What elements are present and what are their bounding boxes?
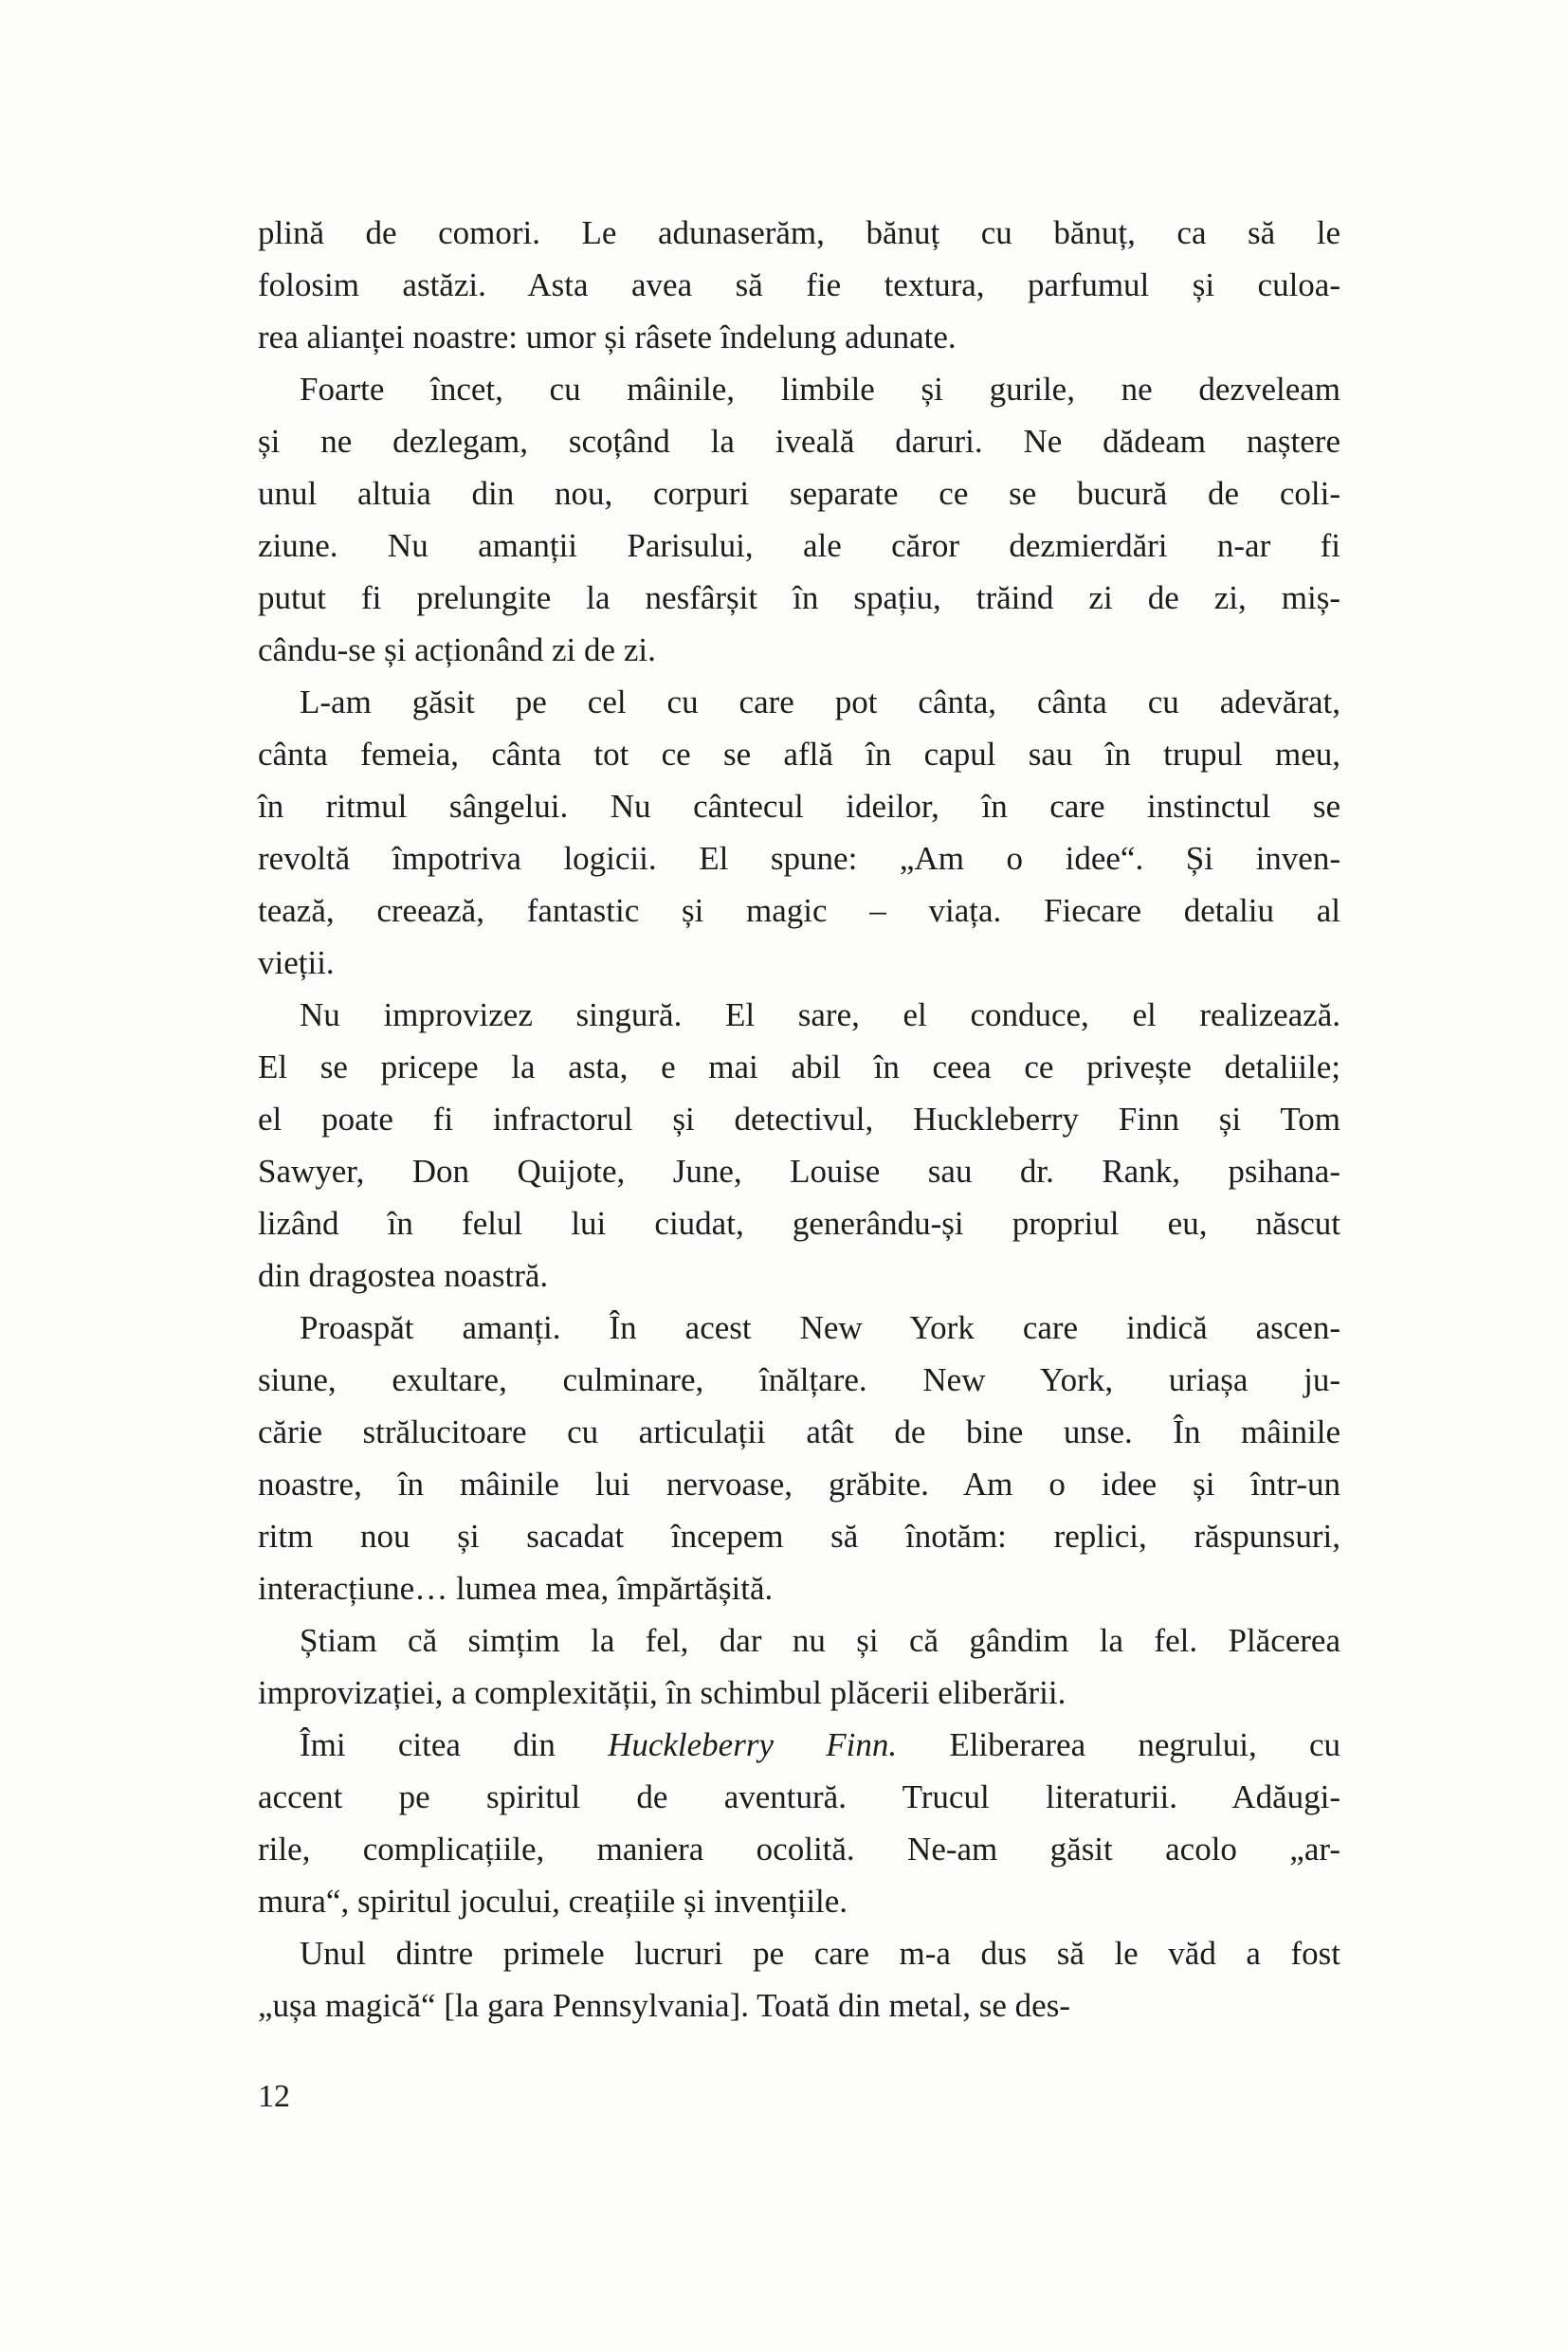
text-line bbox=[258, 624, 1340, 676]
text-line bbox=[258, 1354, 1340, 1406]
text-line bbox=[258, 1927, 1340, 1979]
text-run: L-am găsit pe cel cu care pot cânta, cânta cu adevărat, bbox=[300, 683, 1340, 720]
text-line bbox=[258, 415, 1340, 467]
text-line bbox=[258, 467, 1340, 519]
text-line bbox=[258, 1197, 1340, 1249]
text-line bbox=[258, 1041, 1340, 1093]
text-line bbox=[258, 519, 1340, 572]
text-line bbox=[258, 1719, 1340, 1771]
text-line bbox=[258, 1614, 1340, 1667]
text-line bbox=[258, 1302, 1340, 1354]
text-run: tează, creează, fantastic și magic – viața. Fiecare detaliu al bbox=[258, 892, 1340, 929]
text-run: Știam că simțim la fel, dar nu și că gândim la fel. Plăcerea bbox=[300, 1622, 1340, 1659]
text-line bbox=[258, 832, 1340, 884]
text-line bbox=[258, 1667, 1340, 1719]
text-run: unul altuia din nou, corpuri separate ce se bucură de coli- bbox=[258, 475, 1340, 512]
text-run: și ne dezlegam, scoțând la iveală daruri. Ne dădeam naștere bbox=[258, 423, 1340, 460]
text-line bbox=[258, 989, 1340, 1041]
text-run: Foarte încet, cu mâinile, limbile și gurile, ne dezveleam bbox=[300, 371, 1340, 408]
text-line bbox=[258, 572, 1340, 624]
text-block bbox=[258, 207, 1340, 2032]
text-run: putut fi prelungite la nesfârșit în spațiu, trăind zi de zi, miș- bbox=[258, 579, 1340, 616]
text-line bbox=[258, 363, 1340, 415]
text-run: siune, exultare, culminare, înălțare. New York, uriașa ju- bbox=[258, 1361, 1340, 1398]
text-line bbox=[258, 1458, 1340, 1510]
text-line bbox=[258, 1093, 1340, 1145]
text-line bbox=[258, 1823, 1340, 1875]
text-run: „ușa magică“ [la gara Pennsylvania]. Toată din metal, se des- bbox=[258, 1987, 1070, 2024]
text-run: vieții. bbox=[258, 944, 335, 981]
text-line bbox=[258, 780, 1340, 832]
text-line bbox=[258, 937, 1340, 989]
text-run: interacțiune… lumea mea, împărtășită. bbox=[258, 1570, 774, 1607]
text-run: Proaspăt amanți. În acest New York care indică ascen- bbox=[300, 1309, 1340, 1346]
text-run: mura“, spiritul jocului, creațiile și invențiile. bbox=[258, 1883, 848, 1920]
text-run: revoltă împotriva logicii. El spune: „Am o idee“. Și inven- bbox=[258, 840, 1340, 877]
text-run: ritm nou și sacadat începem să înotăm: replici, răspunsuri, bbox=[258, 1518, 1340, 1555]
text-run: noastre, în mâinile lui nervoase, grăbite. Am o idee și într-un bbox=[258, 1466, 1340, 1503]
text-line bbox=[258, 1979, 1340, 2032]
text-run: Îmi citea din bbox=[300, 1726, 609, 1763]
text-run: din dragostea noastră. bbox=[258, 1257, 549, 1294]
text-run: Unul dintre primele lucruri pe care m-a dus să le văd a fost bbox=[300, 1935, 1340, 1972]
text-line bbox=[258, 1510, 1340, 1562]
text-run: ziune. Nu amanții Parisului, ale căror dezmierdări n-ar fi bbox=[258, 527, 1340, 564]
text-line bbox=[258, 884, 1340, 937]
text-line bbox=[258, 676, 1340, 728]
text-line bbox=[258, 311, 1340, 363]
text-run: improvizației, a complexității, în schimbul plăcerii eliberării. bbox=[258, 1674, 1067, 1711]
text-run: accent pe spiritul de aventură. Trucul literaturii. Adăugi- bbox=[258, 1778, 1340, 1815]
text-run: rea alianței noastre: umor și râsete îndelung adunate. bbox=[258, 319, 957, 355]
text-run: El se pricepe la asta, e mai abil în ceea ce privește detaliile; bbox=[258, 1048, 1340, 1085]
text-line bbox=[258, 1771, 1340, 1823]
text-run: Sawyer, Don Quijote, June, Louise sau dr. Rank, psihana- bbox=[258, 1153, 1340, 1190]
text-run: Nu improvizez singură. El sare, el conduce, el realizează. bbox=[300, 996, 1340, 1033]
text-run: cânta femeia, cânta tot ce se află în capul sau în trupul meu, bbox=[258, 736, 1340, 773]
text-line bbox=[258, 1145, 1340, 1197]
text-run: folosim astăzi. Asta avea să fie textura, parfumul și culoa- bbox=[258, 266, 1340, 303]
text-run: cărie strălucitoare cu articulații atât de bine unse. În mâinile bbox=[258, 1413, 1340, 1450]
text-line bbox=[258, 1249, 1340, 1302]
text-run: cându-se și acționând zi de zi. bbox=[258, 631, 656, 668]
text-line bbox=[258, 207, 1340, 259]
text-line bbox=[258, 1875, 1340, 1927]
text-run: Eliberarea negrului, cu bbox=[897, 1726, 1340, 1763]
text-line bbox=[258, 1562, 1340, 1614]
text-run: plină de comori. Le adunaserăm, bănuț cu bănuț, ca să le bbox=[258, 214, 1340, 251]
text-line bbox=[258, 728, 1340, 780]
italic-text-run: Huckleberry Finn. bbox=[608, 1726, 898, 1763]
page-number: 12 bbox=[258, 2079, 290, 2114]
text-line bbox=[258, 1406, 1340, 1458]
text-run: rile, complicațiile, maniera ocolită. Ne-am găsit acolo „ar- bbox=[258, 1831, 1340, 1868]
text-run: lizând în felul lui ciudat, generându-și propriul eu, născut bbox=[258, 1205, 1340, 1242]
text-run: el poate fi infractorul și detectivul, Huckleberry Finn și Tom bbox=[258, 1101, 1340, 1138]
text-run: în ritmul sângelui. Nu cântecul ideilor, în care instinctul se bbox=[258, 788, 1340, 825]
text-line bbox=[258, 259, 1340, 311]
